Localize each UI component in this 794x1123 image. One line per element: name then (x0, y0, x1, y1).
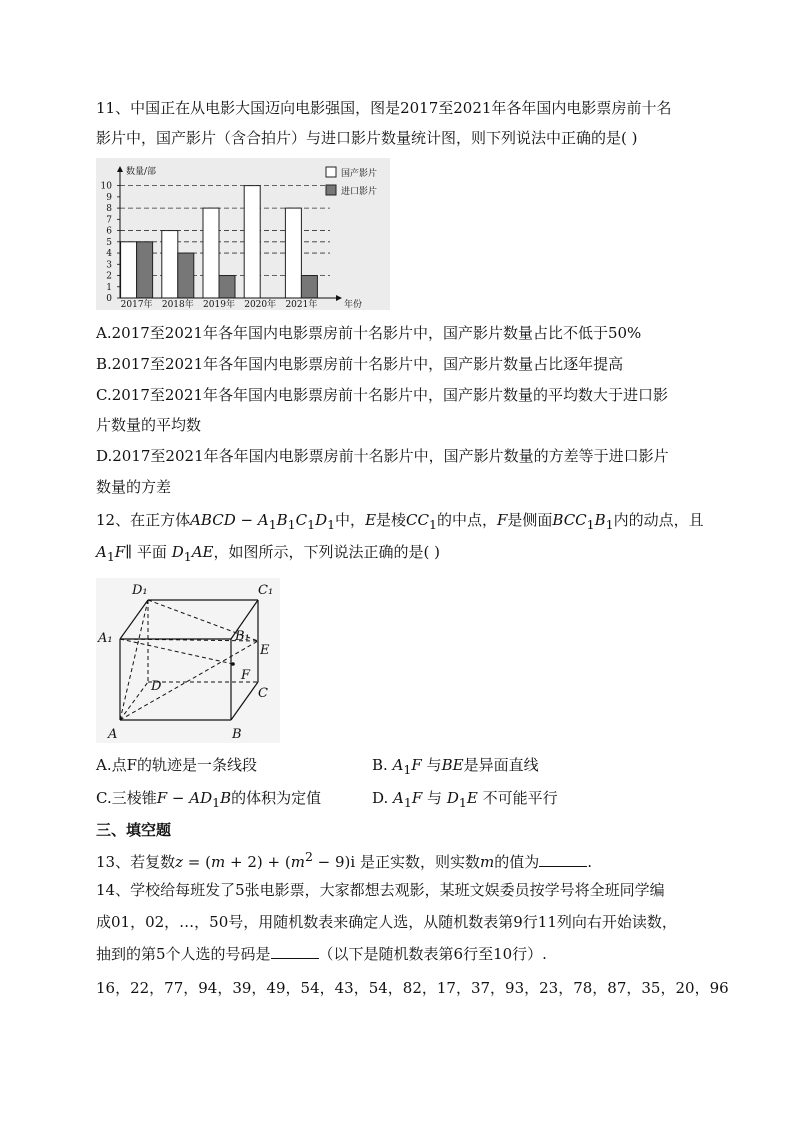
label-e: E (260, 643, 270, 658)
y-axis-label: 数量/部 (126, 167, 157, 177)
legend-swatch-0 (326, 167, 336, 177)
legend-swatch-1 (326, 185, 336, 195)
edge-a1-d1 (120, 600, 148, 639)
bar-domestic-3 (244, 186, 260, 298)
line-a-e (120, 641, 258, 720)
q14-answer-blank (271, 944, 319, 959)
x-tick-label-0: 2017年 (120, 300, 153, 310)
line-a1-f (120, 639, 233, 664)
bar-imported-2 (219, 276, 235, 298)
label-d: D (151, 679, 162, 694)
y-tick-label-4: 4 (106, 249, 112, 260)
bar-domestic-1 (162, 231, 178, 298)
q13-line: 13、若复数$z = (m + 2) + (m^2 - 9)i$ 是正实数，则实数m的值为 . (96, 849, 593, 871)
x-tick-label-4: 2021年 (285, 300, 318, 310)
y-tick-label-7: 7 (106, 215, 112, 226)
y-tick-label-5: 5 (106, 237, 112, 248)
y-tick-label-8: 8 (106, 204, 112, 215)
y-tick-label-6: 6 (106, 226, 112, 237)
point-f (231, 662, 235, 666)
x-tick-label-2: 2019年 (203, 300, 235, 310)
section-3-title: 三、填空题 (96, 821, 172, 839)
line-d1-a (120, 600, 148, 720)
q11-line-1: 11、中国正在从电影大国迈向电影强国，图是2017至2021年各年国内电影票房前十名 (96, 99, 672, 117)
q11-bar-chart (96, 158, 390, 310)
label-b: B (232, 727, 242, 742)
label-a: A (108, 727, 118, 742)
label-c1: C₁ (258, 583, 274, 598)
bar-imported-4 (301, 276, 317, 298)
q12-line-1: 12、在正方体ABCD − $A_1B_1C_1D_1$中，E是棱$CC_1$的中点，F是侧面$BCC_1B_1$内的动点，且 (96, 511, 704, 532)
legend-label-1: 进口影片 (341, 187, 378, 197)
x-tick-label-3: 2020年 (244, 300, 277, 310)
bar-domestic-4 (285, 208, 301, 298)
q11-option-c-line-1: C.2017至2021年各年国内电影票房前十名影片中，国产影片数量的平均数大于进口影 (96, 386, 669, 404)
bar-chart-svg (96, 158, 390, 310)
bar-imported-1 (178, 253, 194, 298)
q12-cube-figure (96, 578, 280, 743)
label-f: F (241, 668, 251, 683)
q11-option-d-line-2: 数量的方差 (96, 478, 172, 496)
q11-option-d-line-1: D.2017至2021年各年国内电影票房前十名影片中，国产影片数量的方差等于进口影片 (96, 447, 669, 465)
bar-domestic-2 (203, 208, 219, 298)
x-tick-label-1: 2018年 (161, 300, 194, 310)
q14-random-numbers: 16，22，77，94，39，49，54，43，54，82，17，37，93，23，78，87，35，20，96 (96, 979, 729, 997)
q12-option-c: C.三棱锥$F - AD_1B$的体积为定值 (96, 789, 322, 810)
q11-line-2: 影片中，国产影片（含合拍片）与进口影片数量统计图，则下列说法中正确的是( ) (96, 129, 638, 147)
y-tick-label-2: 2 (106, 271, 112, 282)
edge-a-d-hidden (120, 682, 148, 720)
q14-line-2: 成01，02，…，50号，用随机数表来确定人选，从随机数表第9行11列向右开始读数， (96, 913, 677, 931)
q11-option-a: A.2017至2021年各年国内电影票房前十名影片中，国产影片数量占比不低于50% (96, 324, 642, 342)
label-c: C (258, 686, 268, 701)
x-axis-label: 年份 (344, 300, 363, 310)
q11-option-b: B.2017至2021年各年国内电影票房前十名影片中，国产影片数量占比逐年提高 (96, 355, 624, 373)
cube-svg (96, 578, 280, 743)
legend-label-0: 国产影片 (341, 169, 378, 179)
bar-domestic-0 (121, 242, 137, 298)
q12-option-b: B. $A_1F$ 与BE是异面直线 (372, 756, 539, 777)
y-tick-label-10: 10 (100, 181, 112, 192)
q14-line-3: 抽到的第5个人选的号码是 （以下是随机数表第6行至10行）. (96, 945, 547, 963)
edge-b-c (231, 682, 258, 720)
q11-option-c-line-2: 片数量的平均数 (96, 416, 202, 434)
label-b1: B₁ (235, 629, 250, 644)
y-tick-label-9: 9 (106, 192, 112, 203)
q13-answer-blank (539, 852, 587, 867)
label-a1: A₁ (98, 631, 113, 646)
q14-line-1: 14、学校给每班发了5张电影票，大家都想去观影，某班文娱委员按学号将全班同学编 (96, 881, 665, 899)
y-tick-label-1: 1 (106, 282, 112, 293)
q12-option-d: D. $A_1F$ 与 $D_1E$ 不可能平行 (372, 789, 558, 810)
label-d1: D₁ (132, 583, 148, 598)
q12-option-a: A.点F的轨迹是一条线段 (96, 756, 258, 774)
y-axis-arrow-icon (117, 166, 123, 172)
y-tick-label-3: 3 (106, 260, 112, 271)
y-tick-label-0: 0 (106, 294, 112, 304)
x-axis-arrow-icon (336, 295, 342, 301)
q12-line-2: $A_1F\parallel$ 平面 $D_1AE$，如图所示，下列说法正确的是( ) (96, 543, 440, 564)
bar-imported-0 (137, 242, 153, 298)
